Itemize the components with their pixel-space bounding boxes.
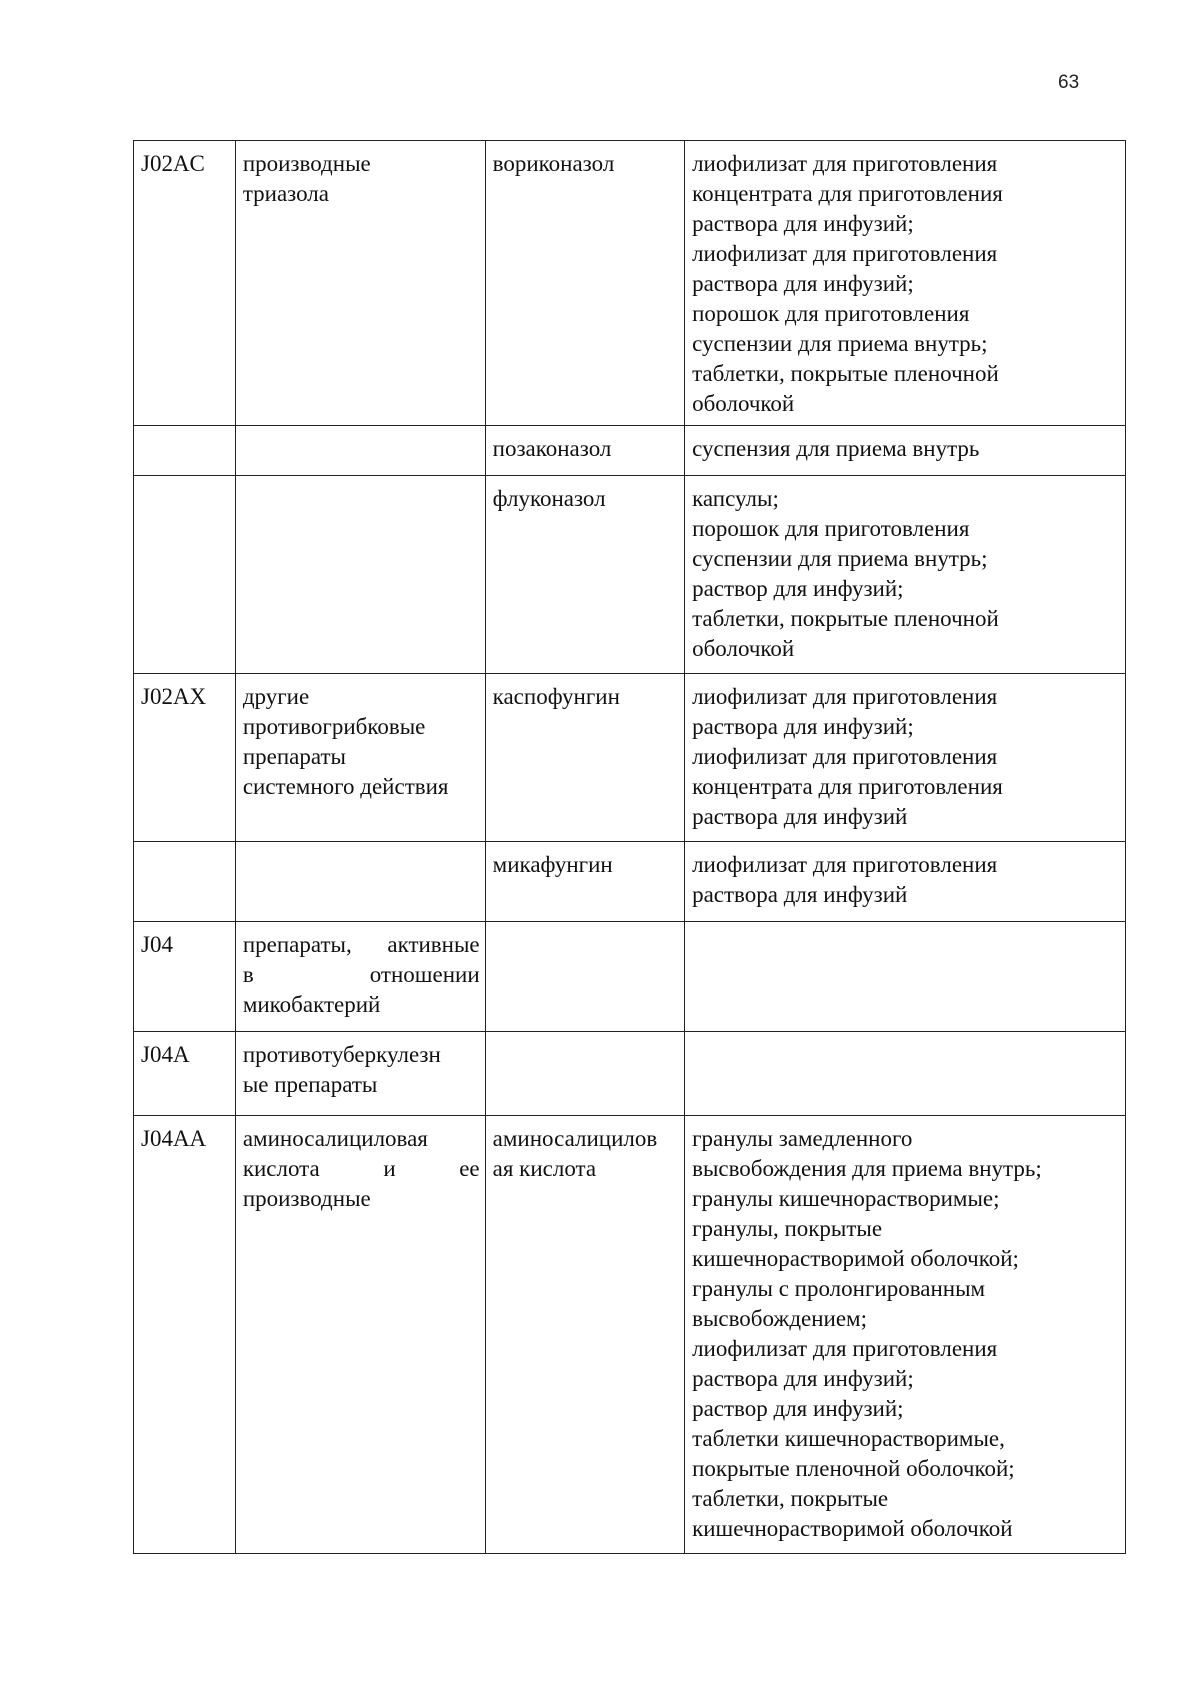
group-name-line: микобактерий [242,992,381,1017]
drug-name-cell: позаконазол [485,426,684,476]
drug-name-cell: микафунгин [485,842,684,922]
dosage-forms-cell: лиофилизат для приготовления раствора для инфузий [685,842,1126,922]
group-name-line: препараты, активные [242,932,480,957]
group-name-line: кислота и ее [242,1156,480,1181]
drug-name-cell: каспофунгин [485,674,684,842]
group-name-cell [235,426,485,476]
drug-name-cell: вориконазол [485,141,684,426]
atc-code-cell: J02AC [134,141,236,426]
table-row [134,141,1126,426]
dosage-forms-cell: лиофилизат для приготовления раствора для инфузий; лиофилизат для приготовления концентрата для приготовления раствора для инфузий [685,674,1126,842]
table-row [134,426,1126,476]
drug-name-cell [485,922,684,1032]
drug-name-cell [485,1032,684,1116]
atc-code-cell [134,426,236,476]
table-row [134,842,1126,922]
dosage-forms-cell: суспензия для приема внутрь [685,426,1126,476]
dosage-forms-cell [685,1032,1126,1116]
atc-code-cell: J04A [134,1032,236,1116]
atc-code-cell: J04 [134,922,236,1032]
atc-code-cell [134,842,236,922]
group-name-cell [235,842,485,922]
page-number: 63 [1058,72,1080,93]
table-row [134,476,1126,674]
group-name-cell [235,476,485,674]
table-row [134,922,1126,1032]
group-name-cell: другие противогрибковые препараты системного действия [235,674,485,842]
table-row [134,674,1126,842]
group-name-line: в отношении [242,962,480,987]
drug-name-cell: флуконазол [485,476,684,674]
table-row [134,1032,1126,1116]
atc-code-cell [134,476,236,674]
group-name-cell [235,922,485,1032]
dosage-forms-cell [685,922,1126,1032]
drug-name-cell: аминосалицилов ая кислота [485,1116,684,1554]
atc-code-cell: J04AA [134,1116,236,1554]
atc-code-cell: J02AX [134,674,236,842]
dosage-forms-cell: лиофилизат для приготовления концентрата для приготовления раствора для инфузий; лиофилизат для приготовления раствора для инфузий; порошок для приготовления суспензии для приема внутрь; таблетки, покрытые пленочной оболочкой [685,141,1126,426]
table-row [134,1116,1126,1554]
dosage-forms-cell: капсулы; порошок для приготовления суспензии для приема внутрь; раствор для инфузий; таблетки, покрытые пленочной оболочкой [685,476,1126,674]
dosage-forms-cell: гранулы замедленного высвобождения для приема внутрь; гранулы кишечнорастворимые; гранулы, покрытые кишечнорастворимой оболочкой; гранулы с пролонгированным высвобождением; лиофилизат для приготовления раствора для инфузий; раствор для инфузий; таблетки кишечнорастворимые, покрытые пленочной оболочкой; таблетки, покрытые кишечнорастворимой оболочкой [685,1116,1126,1554]
group-name-line: аминосалициловая [242,1126,428,1151]
drug-classification-table [133,140,1126,1554]
group-name-cell: производные триазола [235,141,485,426]
group-name-line: производные [242,1186,371,1211]
group-name-cell [235,1116,485,1554]
group-name-cell: противотуберкулезн ые препараты [235,1032,485,1116]
